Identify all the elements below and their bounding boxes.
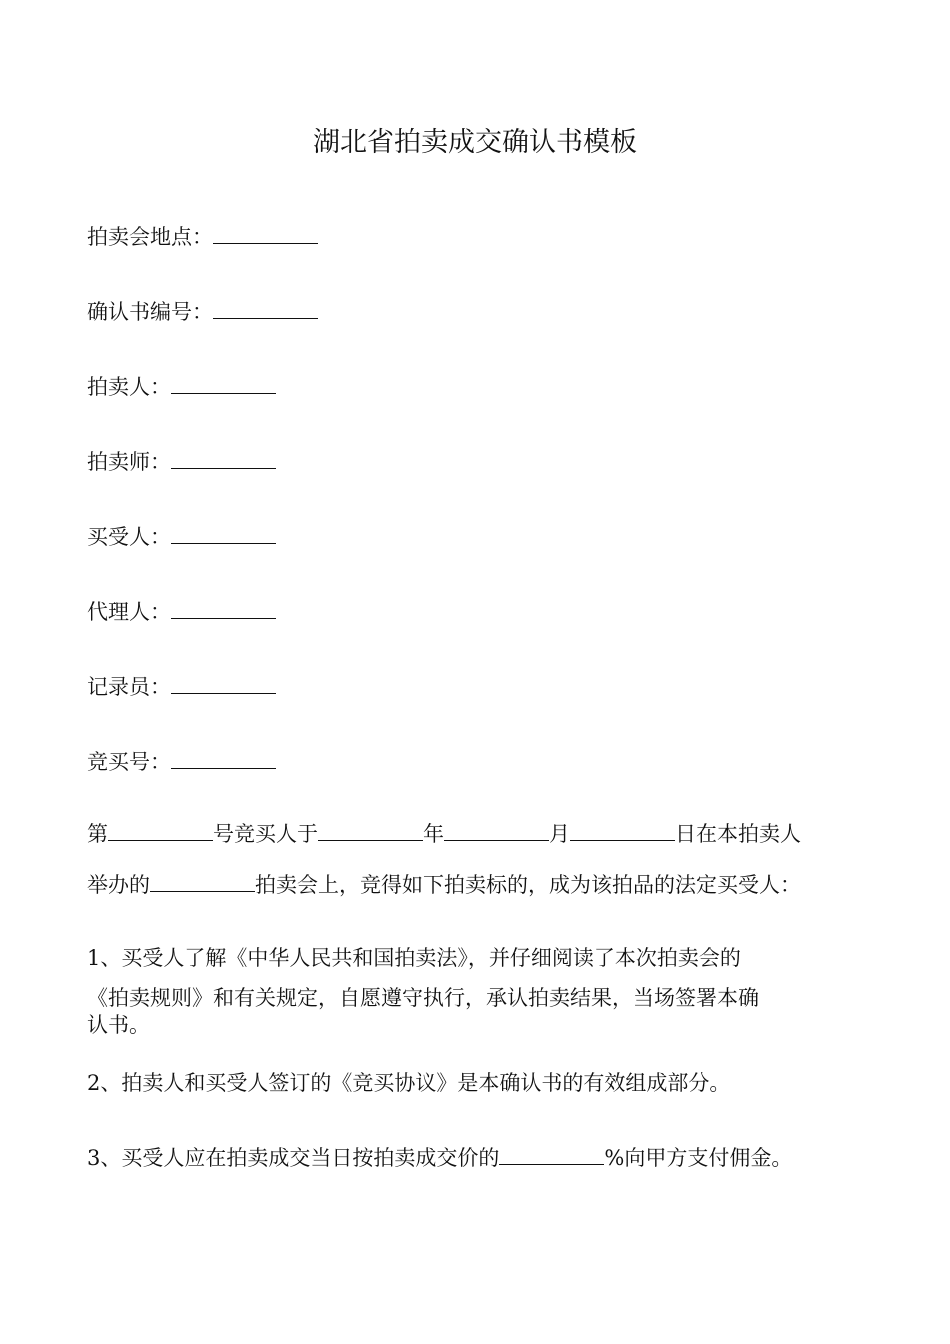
statement-text: 拍卖会上，竞得如下拍卖标的，成为该拍品的法定买受人： (255, 873, 801, 897)
clause-1-line-3: 认书。 (87, 1013, 150, 1037)
blank-line (171, 671, 276, 694)
field-recorder (87, 671, 276, 702)
statement-text: 年 (423, 822, 444, 846)
statement-line-1 (87, 818, 801, 849)
clause-2: 2、拍卖人和买受人签订的《竞买协议》是本确认书的有效组成部分。 (87, 1071, 731, 1095)
blank-line (171, 371, 276, 394)
blank-line (570, 818, 675, 841)
blank-line (150, 869, 255, 892)
statement-text: 第 (87, 822, 108, 846)
clause-1-line-1: 1、买受人了解《中华人民共和国拍卖法》，并仔细阅读了本次拍卖会的 (87, 946, 741, 970)
field-label: 买受人： (87, 525, 171, 549)
field-label: 拍卖会地点： (87, 225, 213, 249)
field-label: 记录员： (87, 675, 171, 699)
blank-line (171, 521, 276, 544)
field-label: 代理人： (87, 600, 171, 624)
blank-line (499, 1142, 604, 1165)
field-label: 拍卖师： (87, 450, 171, 474)
document-title: 湖北省拍卖成交确认书模板 (313, 127, 637, 158)
statement-text: 举办的 (87, 873, 150, 897)
clause-1-line-2: 《拍卖规则》和有关规定，自愿遵守执行，承认拍卖结果，当场签署本确 (87, 986, 759, 1010)
blank-line (171, 746, 276, 769)
blank-line (108, 818, 213, 841)
blank-line (318, 818, 423, 841)
blank-line (213, 296, 318, 319)
statement-text: 日在本拍卖人 (675, 822, 801, 846)
field-auctioneer (87, 371, 276, 402)
statement-text: 月 (549, 822, 570, 846)
field-buyer (87, 521, 276, 552)
clause-3 (87, 1142, 792, 1173)
blank-line (444, 818, 549, 841)
field-label: 拍卖人： (87, 375, 171, 399)
field-auction-master (87, 446, 276, 477)
clause-text: 3、买受人应在拍卖成交当日按拍卖成交价的 (87, 1146, 500, 1170)
clause-text: %向甲方支付佣金。 (604, 1146, 793, 1170)
statement-text: 号竞买人于 (213, 822, 318, 846)
field-label: 确认书编号： (87, 300, 213, 324)
blank-line (171, 446, 276, 469)
field-bidder-number (87, 746, 276, 777)
blank-line (171, 596, 276, 619)
field-confirmation-number (87, 296, 318, 327)
field-agent (87, 596, 276, 627)
field-label: 竞买号： (87, 750, 171, 774)
statement-line-2 (87, 869, 801, 900)
blank-line (213, 221, 318, 244)
field-auction-location (87, 221, 318, 252)
